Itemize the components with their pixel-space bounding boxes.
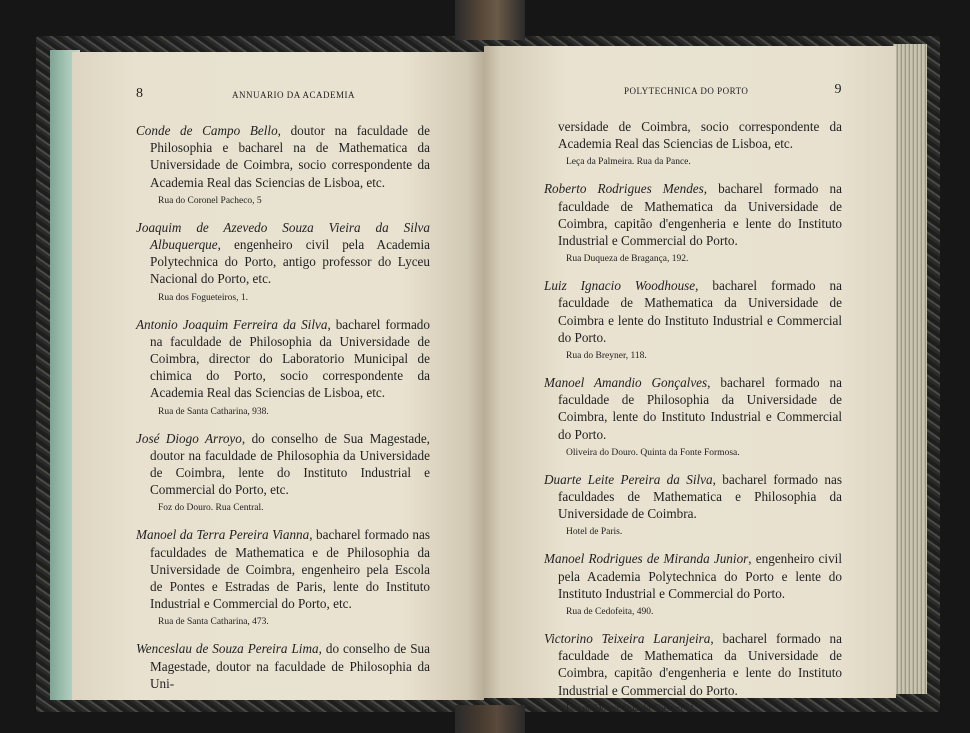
entry-name: Victorino Teixeira Laranjeira [544, 631, 711, 647]
entry-name: Manoel Rodrigues de Miranda Junior [544, 551, 749, 567]
entry-text: versidade de Coimbra, socio correspondente da Academia Real das Sciencias de Lisboa, etc. [558, 119, 842, 152]
entry-continuation [544, 118, 842, 168]
entry-name: Manoel Amandio Gonçalves [544, 375, 708, 391]
right-running-title: POLYTECHNICA DO PORTO [624, 86, 749, 96]
entry-address: Rua dos Fogueteiros, 1. [158, 292, 248, 303]
entry [544, 277, 842, 362]
entry [544, 471, 842, 539]
left-page-number: 8 [136, 86, 144, 101]
right-running-head [544, 82, 842, 108]
spine-bottom [455, 705, 525, 733]
entry-name: Roberto Rodrigues Mendes [544, 181, 704, 197]
entry [544, 180, 842, 265]
entry-text: , bacharel formado na faculdade de Philosophia da Universidade de Coimbra, director do Laboratorio Municipal de chimica do Porto, socio correspondente da Academia Real das Sciencias de Lisboa, etc. [150, 316, 430, 401]
entry-text: , engenheiro civil pela Academia Polytechnica do Porto e lente do Instituto Industrial e Commercial do Porto. [558, 551, 842, 601]
entry-address: Oliveira do Douro. Quinta da Fonte Formosa. [566, 447, 740, 458]
entry-address: Foz do Douro. Rua Central. [158, 503, 264, 514]
entry-address: Rua de Santa Catharina, 473. [158, 617, 269, 628]
entry-text: , bacharel formado nas faculdades de Mathematica e Philosophia da Universidade de Coimbra. [558, 471, 842, 522]
entry [136, 430, 430, 515]
entry [544, 550, 842, 618]
entry-address: Rua de Cedofeita, 490. [566, 607, 654, 618]
entry-address: Rua Duqueza de Bragança, 192. [566, 254, 689, 265]
entry-name: Joaquim de Azevedo Souza Vieira da Silva Albuquerque [136, 219, 430, 253]
right-page [484, 46, 896, 714]
right-page-edges [893, 44, 927, 694]
entry-address: Rua do Coronel Pacheco, 5 [158, 195, 262, 206]
entry-text: , bacharel formado na faculdade de Mathematica da Universidade de Coimbra, capitão d'engenheria e lente do Instituto Industrial e Commercial do Porto. [558, 181, 842, 249]
entry [136, 526, 430, 628]
entry-name: José Diogo Arroyo [136, 430, 242, 446]
entry-name: Luiz Ignacio Woodhouse [544, 278, 696, 294]
entry-name: Manoel da Terra Pereira Vianna [136, 527, 310, 543]
entry-text: , bacharel formado na faculdade de Mathematica da Universidade de Coimbra e lente do Instituto Industrial e Commercial do Porto. [558, 278, 842, 345]
entry-name: Conde de Campo Bello [136, 123, 278, 138]
left-running-title: ANNUARIO DA ACADEMIA [232, 90, 356, 100]
entry-address: Rua do Breyner, 118. [566, 351, 647, 362]
entry-address: Rua de Santa Catharina, 938. [158, 406, 269, 417]
entry-text: , do conselho de Sua Magestade, doutor na faculdade de Philosophia da Uni- [150, 641, 430, 691]
entry-address: Leça da Palmeira. Rua da Pance. [566, 157, 691, 168]
entry [136, 219, 430, 304]
right-page-number: 9 [834, 82, 842, 97]
entry [136, 122, 430, 207]
entry-text: , bacharel formado na faculdade de Philosophia da Universidade de Coimbra, lente do Instituto Industrial e Commercial do Porto. [558, 375, 843, 442]
entry-address: Hotel de Paris. [566, 527, 623, 538]
entry [544, 630, 842, 715]
entry [136, 640, 430, 692]
entry-address: Foz do Douro. Rua do Theatro 61. [566, 703, 697, 714]
left-page [72, 52, 484, 700]
entry-text: , bacharel formado na faculdade de Mathematica da Universidade de Coimbra, capitão d'engenheria e lente do Instituto Industrial e Commercial do Porto. [558, 631, 842, 698]
entry-text: , engenheiro civil pela Academia Polytechnica do Porto, antigo professor do Lyceu Nacional do Porto, etc. [150, 237, 430, 287]
entry-name: Duarte Leite Pereira da Silva [544, 471, 713, 487]
entry-name: Antonio Joaquim Ferreira da Silva [136, 316, 328, 332]
entry-text: , doutor na faculdade de Philosophia e bacharel na de Mathematica da Universidade de Coimbra, socio correspondente da Academia Real das Sciencias de Lisboa, etc. [150, 123, 431, 190]
entry-name: Wenceslau de Souza Pereira Lima [136, 641, 319, 657]
entry [544, 374, 842, 459]
entry-text: , bacharel formado nas faculdades de Mathematica e de Philosophia da Universidade de Coimbra, engenheiro pela Escola de Pontes e Estradas de Paris, lente do Instituto Industrial e Commercial do Porto, etc. [150, 527, 430, 612]
entry [136, 316, 430, 418]
spine-top [455, 0, 525, 40]
left-running-head [136, 86, 430, 112]
entry-text: , do conselho de Sua Magestade, doutor na faculdade de Philosophia da Universidade de Coimbra, lente do Instituto Industrial e Commercial do Porto, etc. [150, 430, 430, 498]
